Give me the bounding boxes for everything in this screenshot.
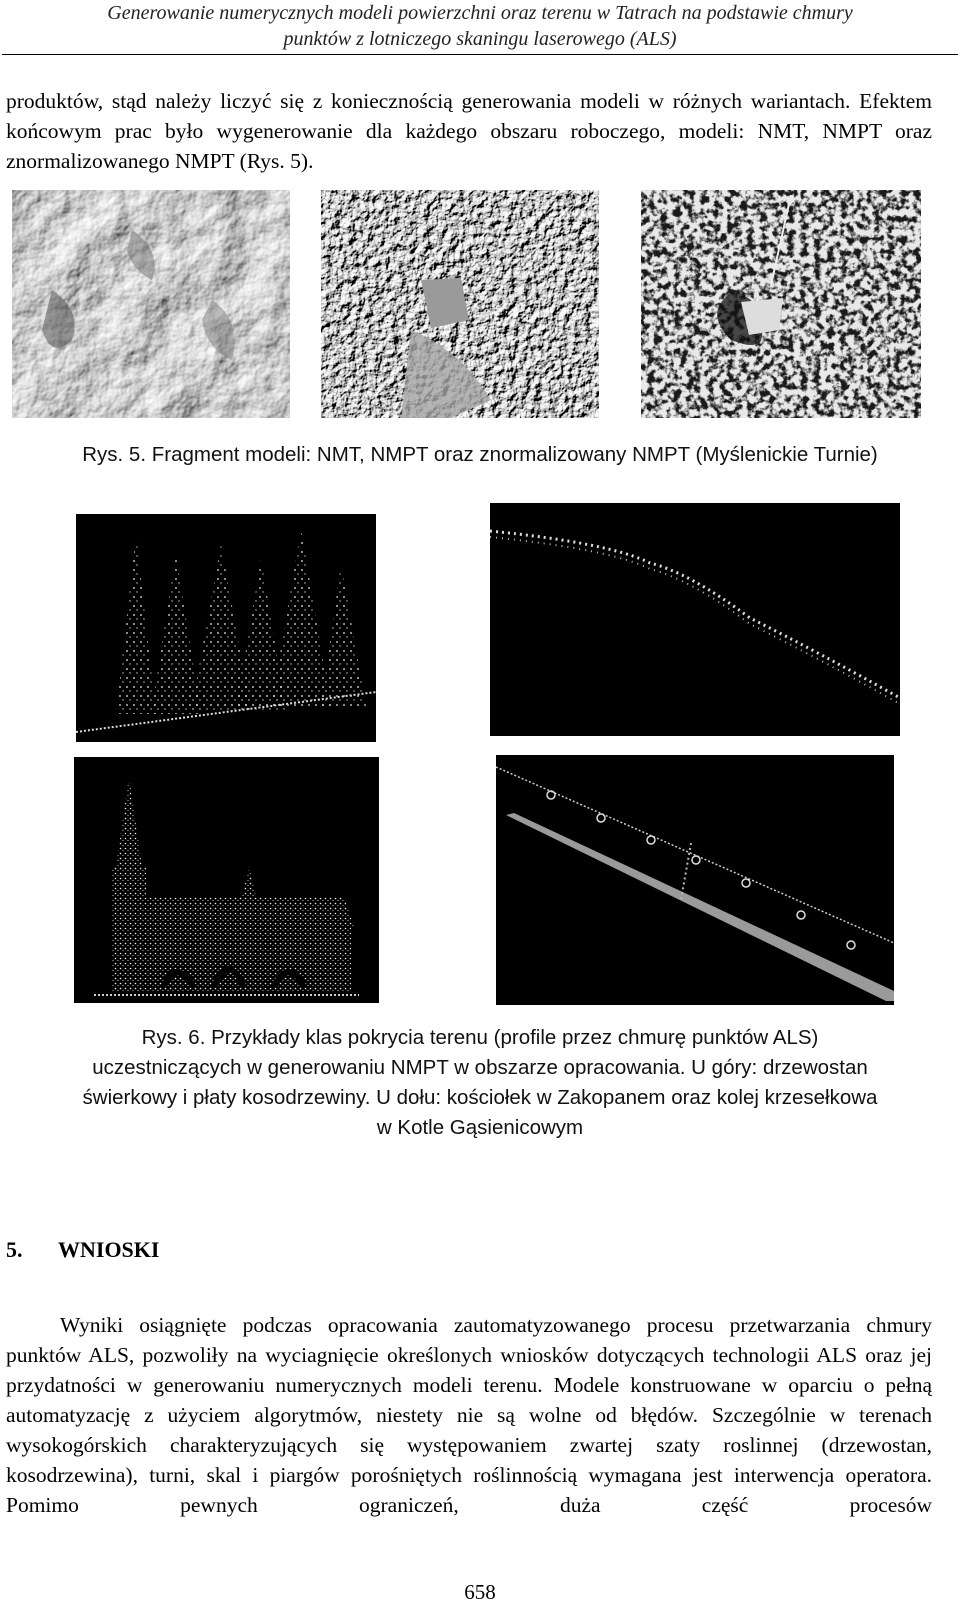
figure6-panel-chairlift: [496, 755, 894, 1005]
figure6-caption-line-2: uczestniczących w generowaniu NMPT w obszarze opracowania. U góry: drzewostan: [92, 1056, 868, 1079]
running-header-line-2: punktów z lotniczego skaningu laserowego (ALS): [283, 28, 677, 50]
figure6-caption: [0, 1023, 960, 1143]
page-number: 658: [464, 1580, 496, 1604]
figure6-caption-line-1: Rys. 6. Przykłady klas pokrycia terenu (profile przez chmurę punktów ALS): [141, 1026, 819, 1049]
figure6-panel-spruce-forest: [76, 514, 376, 742]
intro-paragraph: produktów, stąd należy liczyć się z koniecznością generowania modeli w różnych wariantach. Efektem końcowym prac było wygenerowanie dla każdego obszaru roboczego, modeli: NMT, NMPT oraz znormalizowanego NMPT (Rys. 5).: [6, 89, 932, 173]
figure6-caption-line-4: w Kotle Gąsienicowym: [376, 1116, 584, 1139]
running-header: [0, 0, 960, 52]
conclusions-text: Wyniki osiągnięte podczas opracowania zautomatyzowanego procesu przetwarzania chmury punktów ALS, pozwoliły na wyciagnięcie określonych wniosków dotyczących technologii ALS oraz jej przydatności w generowaniu numerycznych modeli terenu. Modele konstruowane w oparciu o pełną automatyzację z użyciem algorytmów, niestety nie są wolne od błędów. Szczególnie w terenach wysokogórskich charakteryzujących się występowaniem zwartej szaty roslinnej (drzewostan, kosodrzewina), turni, skal i piargów porośniętych roślinnością wymagana jest interwencja operatora. Pomimo pewnych ograniczeń, duża część procesów: [6, 1313, 932, 1517]
conclusions-paragraph: [6, 1310, 932, 1520]
figure6-caption-line-3: świerkowy i płaty kosodrzewiny. U dołu: kościołek w Zakopanem oraz kolej krzesełkowa: [82, 1086, 878, 1109]
figure5-panel-nmpt: [321, 190, 599, 418]
figure5-panel-nmt: [12, 190, 290, 418]
section-number: 5.: [6, 1237, 23, 1262]
section-title: WNIOSKI: [58, 1237, 160, 1262]
figure6-panel-dwarf-pine: [490, 503, 900, 736]
header-divider: [2, 54, 958, 55]
section-heading: [6, 1237, 159, 1263]
figure5-caption: Rys. 5. Fragment modeli: NMT, NMPT oraz znormalizowany NMPT (Myślenickie Turnie): [82, 443, 878, 466]
figure6-panel-church: [74, 757, 379, 1003]
running-header-line-1: Generowanie numerycznych modeli powierzchni oraz terenu w Tatrach na podstawie chmury: [107, 2, 853, 24]
figure5-panel-normalized-nmpt: [641, 190, 921, 418]
